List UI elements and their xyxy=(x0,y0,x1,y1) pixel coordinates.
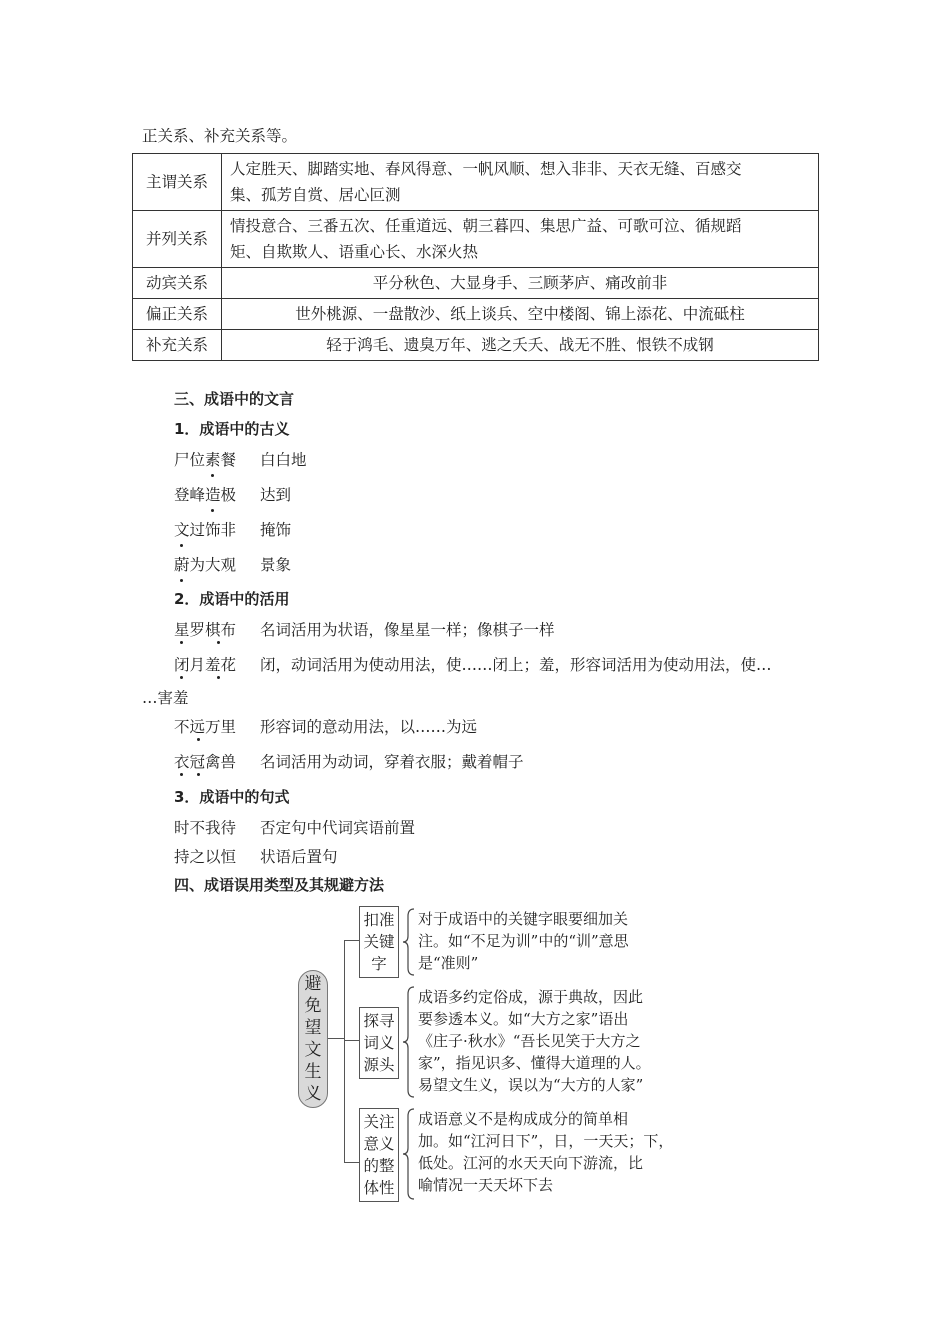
relation-type: 补充关系 xyxy=(133,330,222,361)
item-meaning: 白白地 xyxy=(260,451,307,469)
item-meaning: 达到 xyxy=(260,486,292,504)
relation-examples: 平分秋色、大显身手、三顾茅庐、痛改前非 xyxy=(222,268,819,299)
idiom: 星罗棋布 xyxy=(174,621,237,639)
branch-description: 成语意义不是构成成分的简单相 加。如“江河日下”，日，一天天；下， 低处。江河的水天天向下游流，比 喻情况一天天坏下去 xyxy=(418,1110,674,1194)
table-row xyxy=(133,299,819,330)
list-item: 登峰造极 达到 xyxy=(174,483,291,505)
list-item xyxy=(174,618,555,640)
emphasis-char: 蔚 xyxy=(174,553,190,575)
emphasis-dot xyxy=(180,676,183,679)
item-meaning: 名词活用为动词，穿着衣服；戴着帽子 xyxy=(260,753,524,771)
emphasis-char: 文 xyxy=(174,518,190,540)
list-item xyxy=(174,750,524,772)
item-meaning: 名词活用为状语，像星星一样；像棋子一样 xyxy=(260,621,555,639)
emphasis-dot xyxy=(197,738,200,741)
item-meaning: 掩饰 xyxy=(260,521,292,539)
idiom: 持之以恒 xyxy=(174,848,237,866)
list-item: 文过饰非 掩饰 xyxy=(174,518,291,540)
table-row xyxy=(133,330,819,361)
branch-description: 成语多约定俗成，源于典故，因此 要参透本义。如“大方之家”语出 《庄子·秋水》“吾长见笑于大方之 家”，指见识多、懂得大道理的人。 易望文生义，误以为“大方的人家” xyxy=(418,988,651,1094)
relation-examples: 人定胜天、脚踏实地、春风得意、一帆风顺、想入非非、天衣无缝、百感交 集、孤芳自赏、居心叵测 xyxy=(222,154,819,211)
relation-examples: 世外桃源、一盘散沙、纸上谈兵、空中楼阁、锦上添花、中流砥柱 xyxy=(222,299,819,330)
connector-line xyxy=(344,940,359,941)
list-item xyxy=(174,816,415,838)
relation-examples: 轻于鸿毛、遗臭万年、逃之夭夭、战无不胜、恨铁不成钢 xyxy=(222,330,819,361)
brace-icon xyxy=(402,986,416,1098)
emphasis-char: 造 xyxy=(205,483,221,505)
idiom: 闭月羞花 xyxy=(174,656,237,674)
subsection-title: 1．成语中的古义 xyxy=(174,420,290,438)
list-item xyxy=(174,845,338,867)
brace-icon xyxy=(402,908,416,976)
branch-node-origin: 探寻词义源头 xyxy=(359,1007,399,1079)
branch-node-keyword: 扣准关键字 xyxy=(359,906,399,978)
list-item xyxy=(174,653,772,675)
item-meaning: 形容词的意动用法，以……为远 xyxy=(260,718,478,736)
idiom-structure-table xyxy=(132,153,819,361)
branch-node-whole-meaning: 关注意义的整体性 xyxy=(359,1108,399,1202)
emphasis-dot xyxy=(217,676,220,679)
intro-line: 正关系、补充关系等。 xyxy=(142,127,298,145)
table-row xyxy=(133,154,819,211)
list-item-continued: …害羞 xyxy=(142,689,189,707)
subsection-title: 2．成语中的活用 xyxy=(174,590,290,608)
branch-description: 对于成语中的关键字眼要细加关 注。如“不足为训”中的“训”意思 是“准则” xyxy=(418,910,629,972)
table-row xyxy=(133,211,819,268)
list-item: 尸位素餐 白白地 xyxy=(174,448,307,470)
relation-type: 主谓关系 xyxy=(133,154,222,211)
list-item xyxy=(174,715,477,737)
list-item: 蔚为大观 景象 xyxy=(174,553,291,575)
idiom: 不远万里 xyxy=(174,718,237,736)
table-row xyxy=(133,268,819,299)
section-title: 三、成语中的文言 xyxy=(174,390,295,408)
emphasis-dot xyxy=(197,773,200,776)
subsection-title: 3．成语中的句式 xyxy=(174,788,290,806)
emphasis-dot xyxy=(180,641,183,644)
emphasis-dot xyxy=(180,773,183,776)
emphasis-dot xyxy=(217,641,220,644)
section-title: 四、成语误用类型及其规避方法 xyxy=(174,876,385,894)
relation-examples: 情投意合、三番五次、任重道远、朝三暮四、集思广益、可歌可泣、循规蹈 矩、自欺欺人、语重心长、水深火热 xyxy=(222,211,819,268)
connector-line xyxy=(344,1162,359,1163)
diagram-root xyxy=(298,970,328,1108)
item-meaning: 闭，动词活用为使动用法，使……闭上；羞，形容词活用为使动用法，使… xyxy=(260,656,772,674)
idiom: 时不我待 xyxy=(174,819,237,837)
relation-type: 动宾关系 xyxy=(133,268,222,299)
diagram-root-label: 避免望文生义 xyxy=(304,974,322,1104)
emphasis-char: 素 xyxy=(205,448,221,470)
relation-type: 并列关系 xyxy=(133,211,222,268)
connector-line xyxy=(344,1040,359,1041)
brace-icon xyxy=(402,1108,416,1200)
item-meaning: 否定句中代词宾语前置 xyxy=(260,819,416,837)
connector-line xyxy=(328,1038,344,1039)
relation-type: 偏正关系 xyxy=(133,299,222,330)
item-meaning: 景象 xyxy=(260,556,292,574)
idiom: 衣冠禽兽 xyxy=(174,753,237,771)
item-meaning: 状语后置句 xyxy=(260,848,338,866)
connector-line xyxy=(344,940,345,1162)
